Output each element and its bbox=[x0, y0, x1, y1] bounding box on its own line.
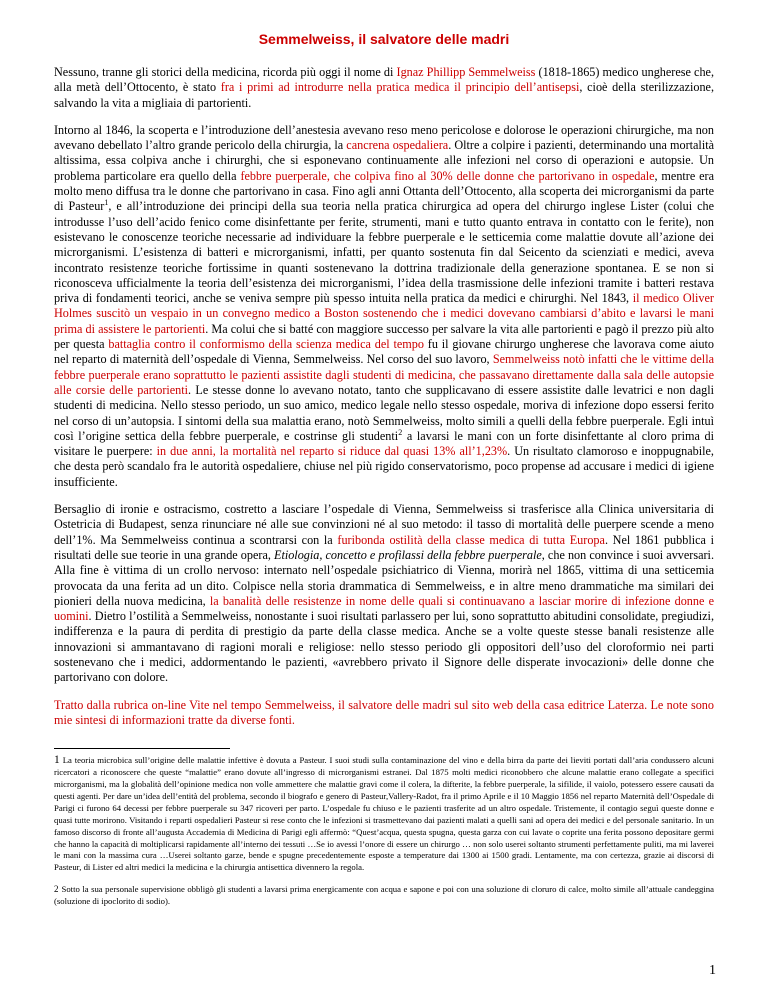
text: Nessuno, tranne gli storici della medicina, ricorda più oggi il nome di bbox=[54, 65, 397, 79]
text: (1818-1865) medico ungherese che, alla metà dell’Ottocento, è stato bbox=[54, 65, 714, 95]
highlight-antisepsis: fra i primi ad introdurre nella pratica medica il principio dell’antisepsi bbox=[220, 80, 580, 95]
text: , cioè della sterilizzazione, salvando la vita a migliaia di partorienti. bbox=[54, 80, 715, 110]
paragraph-budapest bbox=[54, 502, 714, 686]
footnote-text: Sotto la sua personale supervisione obbligò gli studenti a lavarsi prima energicamente con acqua e sapone e poi con una soluzione di cloruro di calce, molto simile all’attuale candeggina (soluzione di ipoclorito di sodio). bbox=[54, 884, 714, 907]
text: Intorno al 1846, la scoperta e l’introduzione dell’anestesia avevano reso meno pericolose e dolorose le operazioni chirurgiche, ma non avevano debellato l’altro grande pericolo della chirurgia, la bbox=[54, 122, 714, 153]
footnote-number: 1 bbox=[54, 754, 60, 767]
footnote-number: 2 bbox=[54, 884, 59, 895]
text: . Dietro l’ostilità a Semmelweiss, nonostante i suoi risultati parlassero per lui, sono soprattutto abitudini consolidate, pregiudizi, indifferenza e la paura di perdita di prestigio da parte della classe medica. Anche se a volte queste stesse banali resistenze alle innovazioni si ammantavano di ragioni morali e religiose: nello stesso periodo gli oppositori dell’uso del cloroformio nei parti sostenevano che i medici, addormentando le pazienti, «avrebbero privato il Signore delle disperate invocazioni» delle donne che partorivano con dolore. bbox=[54, 609, 714, 685]
text: , mentre era molto meno diffusa tra le donne che partorivano in casa. Fino agli anni Ottanta dell’Ottocento, alla scoperta dei microrganismi da parte di Pasteur bbox=[54, 168, 715, 214]
highlight-name: Ignaz Phillipp Semmelweiss bbox=[396, 65, 536, 79]
text: . Oltre a colpire i pazienti, determinando una mortalità altissima, essa colpiva anche i chirurghi, che si esponevano continuamente alle infezioni nel corso di operazioni e autopsie. Un problema particolare era quello della bbox=[54, 138, 714, 183]
footnote-1 bbox=[54, 755, 714, 874]
page-title: Semmelweiss, il salvatore delle madri bbox=[258, 31, 510, 47]
highlight: furibonda ostilità della classe medica di tutta Europa bbox=[337, 532, 605, 547]
text: a lavarsi le mani con un forte disinfettante al cloro prima di visitare le puerpere: bbox=[54, 428, 714, 459]
highlight: Semmelweiss notò infatti che le vittime della febbre puerperale erano soprattutto le pazienti assistite dagli studenti di medicina, che passavano direttamente dalla sala delle autopsie alle corsie delle partorienti bbox=[54, 352, 714, 397]
highlight: febbre puerperale, che colpiva fino al 30% delle donne che partorivano in ospedale bbox=[240, 168, 655, 183]
text: . Ma colui che si batté con maggiore successo per salvare la vita alle partorienti e pagò il prezzo più alto per questa bbox=[54, 321, 714, 352]
text: . Un risultato clamoroso e inoppugnabile, che desta però scandalo fra le autorità ospedaliere, chiuse nel più rigido conservatorismo, poco propense ad accusare i medici di igiene insufficiente. bbox=[54, 444, 714, 489]
document-page bbox=[54, 30, 714, 918]
footnote-text: La teoria microbica sull’origine delle malattie infettive è dovuta a Pasteur. I suoi studi sulla contaminazione del vino e della birra da parte dei lieviti portati dall’aria condussero alcuni ricercatori a riconoscere che queste “malattie” erano dovute all’ingresso di microrganismi estranei. Dal 1875 molti medici riconobbero che alcune malattie erano collegate a specifici microrganismi, ma la globalità dell’opinione medica non volle ammettere che malattie gravi come il colera, la difterite, la febbre puerperale, la sifilide, il vaiolo, potessero essere causati da questi agenti. Per dare un’idea dell’entità del problema, secondo il biografo e genero di Pasteur,Vallery-Radot, fra il primo Aprile e il 10 Maggio 1856 nel reparto Maternità dell’Ospedale di Parigi ci furono 64 decessi per febbre puerperale su 347 ricoveri per parto. L’ospedale fu chiuso e le pazienti trasferite ad un altro ospedale. Tristemente, il contagio seguì queste donne e quasi tutte morirono. Visitando i reparti ospedalieri Pasteur si rese conto che le infezioni si trasmettevano dai pazienti malati a quelli sani ad opera dei medici e del personale sanitario. In un famoso discorso di fronte all’augusta Accademia di Medicina di Parigi egli affermò: “Quest’acqua, questa spugna, questa garza con cui lavate o coprite una ferita possono depositare germi che hanno la capacità di moltiplicarsi rapidamente all’interno dei tessuti …Se io avessi l’onore di essere un chirurgo … non solo userei soltanto strumenti perfettamente puliti, ma mi laverei le mani con la massima cura …Userei soltanto garze, bende e spugne precedentemente esposte a temperature dai 1300 ai 1500 gradi. Lentamente, ma con certezza, grazie ai discorsi di Pasteur, di Lister ed altri medici la medicina e la chirurgia antisettica divennero la regola. bbox=[54, 755, 714, 873]
paragraph-intro bbox=[54, 65, 714, 111]
highlight: la banalità delle resistenze in nome delle quali si continuavano a lasciar morire di infezione donne e uomini bbox=[54, 593, 715, 624]
text: . Le stesse donne lo avevano notato, tanto che supplicavano di essere assistite dalle levatrici e non dagli studenti di medicina. Nello stesso periodo, un suo amico, medico legale nello stesso ospedale, moriva di infezione dopo essersi ferito nel corso di un’autopsia. I sintomi della sua malattia erano, notò Semmelweiss, molto simili a quelli della febbre puerperale. Egli intuì così l’origine settica della febbre puerperale, e costrinse gli studenti bbox=[54, 382, 714, 443]
highlight: cancrena ospedaliera bbox=[346, 138, 449, 153]
highlight: battaglia contro il conformismo della scienza medica del tempo bbox=[108, 337, 424, 352]
text: . Nel 1861 pubblica i risultati delle sue teorie in una grande opera, bbox=[54, 532, 714, 562]
footnote-ref-2[interactable]: 2 bbox=[398, 427, 403, 437]
paragraph-history bbox=[54, 123, 714, 490]
highlight: il medico Oliver Holmes suscitò un vespaio in un convegno medico a Boston sostenendo che i medici dovevano cambiarsi d’abito e lavarsi le mani prima di assistere le partorienti bbox=[54, 291, 714, 336]
footnote-ref-1[interactable]: 1 bbox=[104, 198, 109, 208]
source-note: Tratto dalla rubrica on-line Vite nel tempo Semmelweiss, il salvatore delle madri sul sito web della casa editrice Laterza. Le note sono mie sintesi di informazioni tratte da diverse fonti. bbox=[54, 697, 714, 727]
footnote-separator bbox=[54, 748, 230, 749]
footnote-2 bbox=[54, 884, 714, 908]
text: , che non convince i suoi avversari. Alla fine è vittima di un crollo nervoso: internato nell’ospedale psichiatrico di Vienna, morirà nel 1865, vittima di una setticemia provocata da una ferita ad un dito. Colpisce nella storia drammatica di Semmelweiss, e in altre meno drammatiche ma similari dei pionieri della nuova medicina, bbox=[54, 547, 714, 608]
text: , e all’introduzione dei principi della sua teoria nella pratica chirurgica ad opera del chirurgo inglese Lister (colui che introdusse l’uso dell’acido fenico come disinfettante per ferite, strumenti, mani e tutto quanto entrava in contatto con le ferite), non esistevano le conoscenze teoriche necessarie ad individuare la febbre puerperale e le setticemia come malattie dovute all’azione dei microrganismi. L’esistenza di batteri e microrganismi, infatti, per quanto sostenuta fin dal Seicento da scienziati e medici, aveva incontrato resistenze teoriche fortissime in quanti sostenevano la dottrina tradizionale della generazione spontanea. E se non si riconosceva ufficialmente la teoria dell’esistenza dei microrganismi, l’idea della trasmissione delle infezioni tramite i batteri restava priva di fondamenti teorici, anche se veniva sempre più spesso intuita nella pratica da medici e chirurghi. Nel 1843, bbox=[54, 199, 714, 306]
page-number: 1 bbox=[709, 963, 716, 978]
text: Bersaglio di ironie e ostracismo, costretto a lasciare l’ospedale di Vienna, Semmelweiss si trasferisce alla Clinica universitaria di Ostetricia di Budapest, senza rinunciare né alle sue convinzioni né al suo metodo: il tasso di mortalità delle puerpere scende a meno dell’1%. Ma Semmelweiss continua a scontrarsi con la bbox=[54, 502, 714, 547]
book-title: Etiologia, concetto e profilassi della febbre puerperale bbox=[274, 547, 542, 562]
text: fu il giovane chirurgo ungherese che lavorava come aiuto nel reparto di maternità dell’ospedale di Vienna, Semmelweiss. Nel corso del suo lavoro, bbox=[54, 337, 714, 367]
highlight: in due anni, la mortalità nel reparto si riduce dal quasi 13% all’1,23% bbox=[156, 444, 508, 459]
